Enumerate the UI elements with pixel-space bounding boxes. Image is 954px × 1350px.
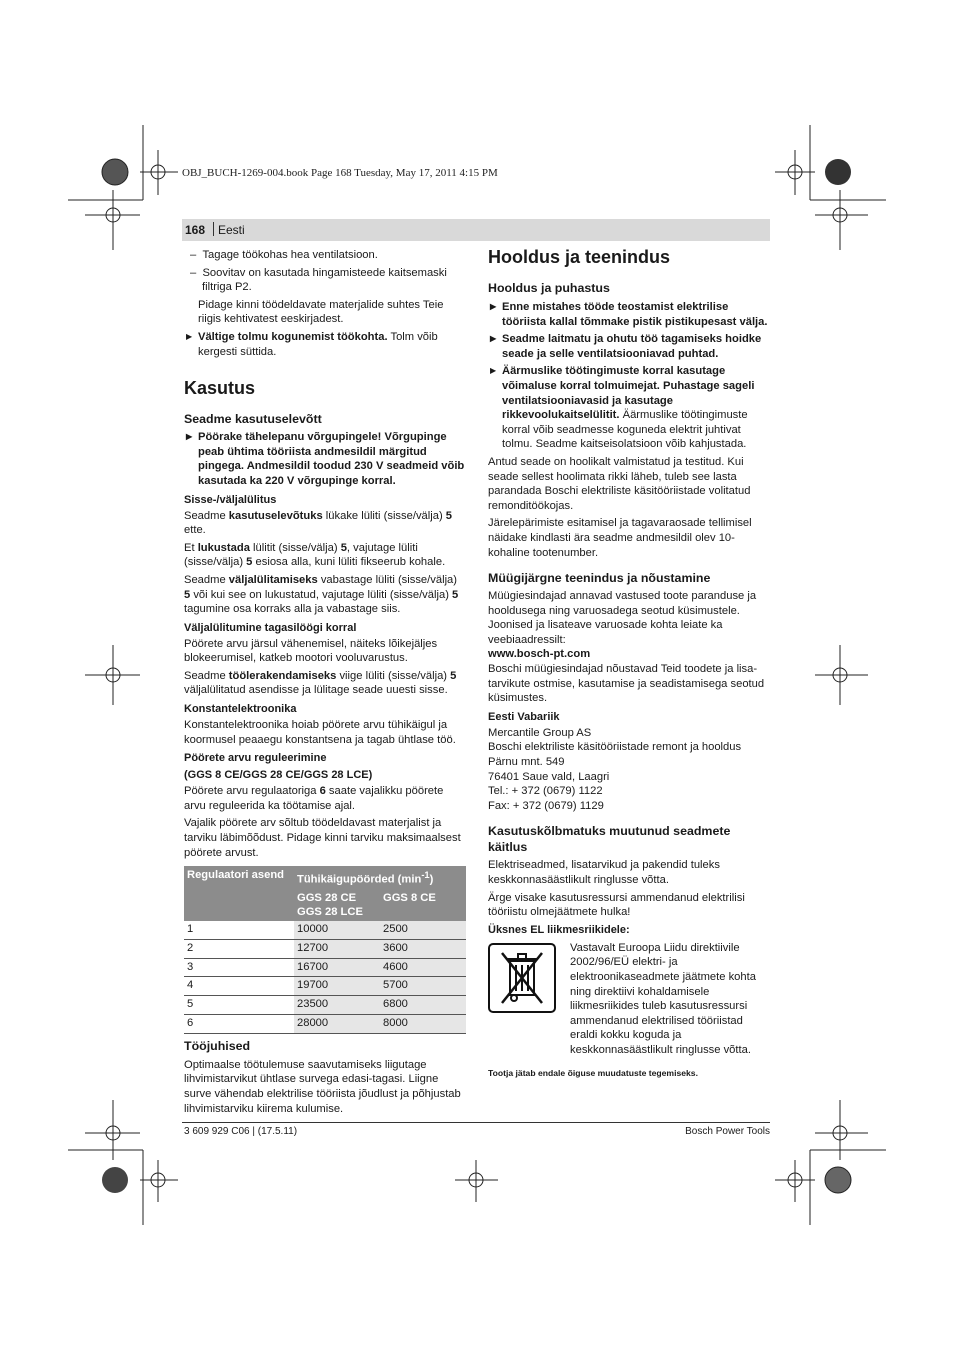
table-cell: 12700	[294, 939, 380, 958]
subsection-heading: Seadme kasutuselevõtt	[184, 412, 322, 427]
address-line: Mercantile Group AS	[488, 726, 592, 739]
table-cell: 23500	[294, 996, 380, 1015]
table-cell: 1	[184, 921, 294, 939]
subsection-heading: Sisse-/väljalülitus	[184, 493, 277, 506]
subsection-heading: Väljalülitumine tagasilöögi korral	[184, 621, 357, 634]
paragraph: Järelepärimiste esitamisel ja tagavaraosade tellimisel näidake kindlasti ära seadme andmesildil olev 10-kohaline tootenumber.	[488, 517, 752, 559]
section-heading: Kasutus	[184, 378, 256, 399]
page-number: 168	[185, 223, 206, 237]
paragraph: Optimaalse töötulemuse saavutamiseks liigutage lihvimistarvikut ühtlase survega edasi-tagasi. Liigne surve vähendab elektrilise tööriista jõudlust ja põhjustab lihvimistarviku kiirema kulumise.	[184, 1058, 461, 1115]
bullet-item: ▶ Äärmuslike töötingimuste korral kasutage võimaluse korral tolmuimejat. Puhastage sageli ventilatsiooniavasid ja kasutage rikkevoolukaitselülitit. Äärmuslike töötingimuste korral võib seadmesse koguneda elektrit juhtivat tolmu. Seadme kaitseisolatsioon võib kahjustada.	[488, 364, 770, 452]
table-cell: 4	[184, 977, 294, 996]
address-line: Boschi elektriliste käsitööriistade remont ja hooldus	[488, 741, 742, 754]
table-header: GGS 8 CE	[380, 889, 466, 921]
subsection-heading: (GGS 8 CE/GGS 28 CE/GGS 28 LCE)	[184, 769, 373, 782]
address-line: Tel.: + 372 (0679) 1122	[488, 785, 603, 798]
paragraph: Vajalik pöörete arv sõltub töödeldavast materjalist ja tarviku läbimõõdust. Pidage kinni tarviku maksimaalsest pöörete arvust.	[184, 817, 461, 859]
left-column	[184, 248, 466, 1119]
page-header-bar	[182, 219, 770, 241]
table-cell: 5700	[380, 977, 466, 996]
table-cell: 19700	[294, 977, 380, 996]
table-row	[184, 958, 466, 977]
table-cell: 3	[184, 958, 294, 977]
website-link[interactable]: www.bosch-pt.com	[488, 648, 591, 661]
paragraph: Boschi müügiesindajad nõustavad Teid toodete ja lisa-tarvikute ostmise, kasutamise ja seadistamisega seotud küsimustes.	[488, 663, 765, 705]
table-cell: 2500	[380, 921, 466, 939]
paragraph: Et lukustada lülitit (sisse/välja) 5, vajutage lüliti (sisse/välja) 5 esiosa alla, kuni lüliti fikseerub kohale.	[184, 541, 446, 569]
address-line: Pärnu mnt. 549	[488, 756, 565, 769]
table-header: Regulaatori asend	[184, 866, 294, 921]
table-cell: 4600	[380, 958, 466, 977]
address-block	[488, 726, 770, 814]
table-cell: 28000	[294, 1014, 380, 1033]
table-cell: 3600	[380, 939, 466, 958]
section-heading: Hooldus ja teenindus	[488, 247, 671, 267]
footer-rule	[182, 1122, 770, 1123]
dash-item: – Tagage töökohas hea ventilatsioon.	[190, 249, 378, 261]
bullet-bold: Vältige tolmu kogunemist töökohta.	[198, 330, 388, 343]
address-line: 76401 Saue vald, Laagri	[488, 770, 610, 783]
bullet-item: ▶ Pöörake tähelepanu võrgupingele! Võrgupinge peab ühtima tööriista andmesildil märgitud pingega. Andmesildil toodud 230 V seadmeid võib kasutada ka 220 V võrgupinge korral.	[184, 430, 466, 488]
table-cell: 5	[184, 996, 294, 1015]
table-header: Tühikäigupöörded $(\min^{-1})$	[294, 866, 466, 889]
bullet-item	[184, 330, 466, 359]
paragraph: Pidage kinni töödeldavate materjalide suhtes Teie riigis kehtivatest eeskirjadest.	[198, 298, 444, 326]
table-row	[184, 921, 466, 939]
table-cell: 16700	[294, 958, 380, 977]
table-header: GGS 28 CE GGS 28 LCE	[294, 889, 380, 921]
subsection-heading: Konstantelektroonika	[184, 703, 297, 716]
right-column	[488, 246, 770, 1083]
footer-left: 3 609 929 C06 | (17.5.11)	[184, 1126, 298, 1137]
paragraph: Seadme väljalülitamiseks vabastage lüliti (sisse/välja) 5 või kui see on lukustatud, vajutage lüliti (sisse/välja) 5 tagumine osa korraks alla ja vabastage siis.	[184, 573, 459, 616]
paragraph: Ärge visake kasutusressursi ammendanud elektrilisi tööriistu olmejäätmete hulka!	[488, 891, 745, 919]
paragraph: Pöörete arvu regulaatoriga 6 saate vajalikku pöörete arvu reguleerida ka töötamise ajal.	[184, 785, 444, 812]
paragraph: Pöörete arvu järsul vähenemisel, näiteks lõikejäljes blokeerumisel, katkeb mootori vooluvarustus.	[184, 637, 438, 665]
subsection-heading: Pöörete arvu reguleerimine	[184, 752, 327, 765]
subsection-heading: Üksnes EL liikmesriikidele:	[488, 923, 630, 936]
table-cell: 10000	[294, 921, 380, 939]
table-row	[184, 939, 466, 958]
subsection-heading: Kasutuskõlbmatuks muutunud seadmete käitlus	[488, 824, 731, 855]
header-divider	[213, 222, 214, 236]
paragraph: Konstantelektroonika hoiab pöörete arvu tühikäigul ja koormusel peaaegu konstantsena ja tagab ühtlase töö.	[184, 719, 456, 746]
table-cell: 8000	[380, 1014, 466, 1033]
print-header: OBJ_BUCH-1269-004.book Page 168 Tuesday, May 17, 2011 4:15 PM	[182, 167, 498, 179]
paragraph: Müügiesindajad annavad vastused toote paranduse ja hooldusega ning varuosadega seotud küsimustele. Joonised ja lisateave varuosade kohta leiate ka veebiaadressilt: www.bosch-pt.com	[488, 590, 757, 661]
paragraph: Vastavalt Euroopa Liidu direktiivile 2002/96/EÜ elektri- ja elektroonikaseadmete jäätmete kohta ning direktiivi kohaldamisele liikmesriikides tuleb kasutusressursi ammendanud elektrilised tööriistad eraldi kokku koguda ja keskkonnasäästlikult ringlusse võtta.	[570, 941, 756, 1056]
subsection-heading: Eesti Vabariik	[488, 710, 560, 723]
table-row	[184, 996, 466, 1015]
table-cell: 6	[184, 1014, 294, 1033]
address-line: Fax: + 372 (0679) 1129	[488, 799, 604, 812]
bullet-text: Tolm võib kergesti süttida.	[198, 330, 438, 358]
paragraph: Antud seade on hoolikalt valmistatud ja testitud. Kui seade sellest hoolimata rikki läheb, tuleb see lasta parandada Boschi elektriliste käsitööriistade volitatud remonditöökojas.	[488, 455, 751, 512]
bullet-item: ▶ Enne mistahes tööde teostamist elektrilise tööriista kallal tõmmake pistik pistikupesast välja.	[488, 300, 770, 329]
dash-item: – Soovitav on kasutada hingamisteede kaitsemaski filtriga P2.	[190, 266, 447, 294]
paragraph: Seadme kasutuselevõtuks lükake lüliti (sisse/välja) 5 ette.	[184, 509, 453, 537]
paragraph: Elektriseadmed, lisatarvikud ja pakendid tuleks keskkonnasäästlikult ringlusse võtta.	[488, 859, 720, 886]
subsection-heading: Hooldus ja puhastus	[488, 281, 610, 295]
weee-bin-icon	[488, 943, 556, 1013]
subsection-heading: Müügijärgne teenindus ja nõustamine	[488, 571, 711, 586]
bullet-item: ▶ Seadme laitmatu ja ohutu töö tagamiseks hoidke seade ja selle ventilatsiooniavad puhtad.	[488, 332, 770, 361]
speed-table	[184, 866, 466, 1034]
legal-note: Tootja jätab endale õiguse muudatuste tegemiseks.	[488, 1067, 698, 1078]
weee-block	[488, 941, 770, 1058]
subsection-heading: Tööjuhised	[184, 1038, 251, 1053]
table-cell: 6800	[380, 996, 466, 1015]
dash-text: Soovitav on kasutada hingamisteede kaitsemaski filtriga P2.	[202, 266, 447, 294]
table-row	[184, 977, 466, 996]
footer-right: Bosch Power Tools	[685, 1126, 770, 1137]
dash-text: Tagage töökohas hea ventilatsioon.	[202, 249, 378, 261]
language-label: Eesti	[218, 223, 245, 237]
table-cell: 2	[184, 939, 294, 958]
table-row	[184, 1014, 466, 1033]
paragraph: Seadme töölerakendamiseks viige lüliti (sisse/välja) 5 väljalülitatud asendisse ja lülitage seade uuesti sisse.	[184, 669, 457, 697]
